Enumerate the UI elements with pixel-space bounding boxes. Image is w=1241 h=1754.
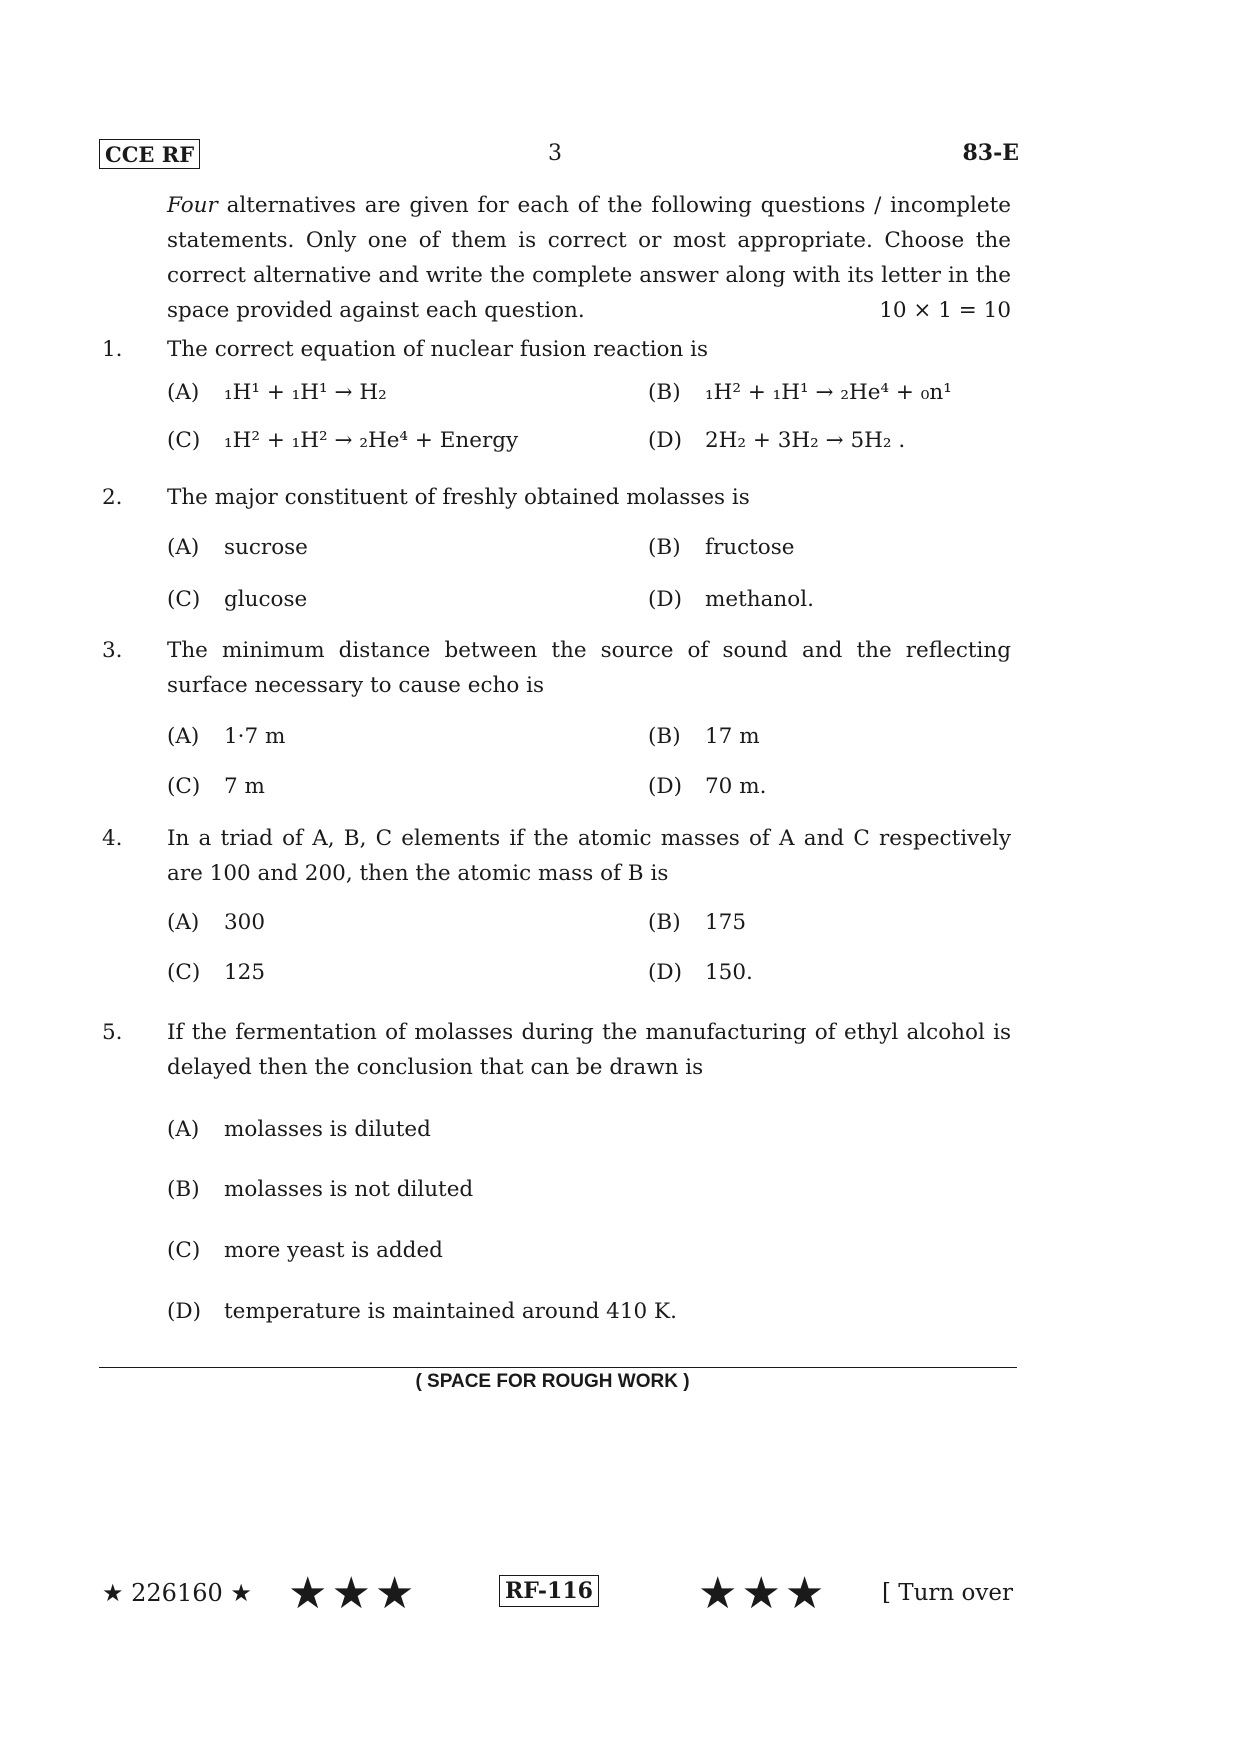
option-text: 1·7 m — [224, 724, 286, 749]
option-3d: (D) 70 m. — [648, 774, 767, 799]
option-text: 300 — [224, 910, 266, 935]
option-4d: (D) 150. — [648, 960, 753, 985]
option-text: 125 — [224, 960, 266, 985]
option-text: 175 — [705, 910, 747, 935]
option-2d: (D) methanol. — [648, 587, 814, 612]
option-3b: (B) 17 m — [648, 724, 760, 749]
question-text: The major constituent of freshly obtained molasses is — [167, 485, 750, 510]
option-text: ₁H² + ₁H¹ → ₂He⁴ + ₀n¹ — [705, 380, 952, 405]
option-text: 17 m — [705, 724, 760, 749]
question-text: If the fermentation of molasses during the manufacturing of ethyl alcohol is delayed then the conclusion that can be drawn is — [167, 1020, 1011, 1080]
option-2b: (B) fructose — [648, 535, 795, 560]
rough-work-label: ( SPACE FOR ROUGH WORK ) — [415, 1371, 690, 1392]
option-text: ₁H² + ₁H² → ₂He⁴ + Energy — [224, 428, 519, 453]
option-text: 7 m — [224, 774, 265, 799]
page-number: 3 — [548, 141, 562, 166]
option-1a: (A) ₁H¹ + ₁H¹ → H₂ — [167, 380, 387, 405]
option-5c: (C) more yeast is added — [167, 1238, 443, 1263]
option-2c: (C) glucose — [167, 587, 308, 612]
option-4b: (B) 175 — [648, 910, 747, 935]
option-3a: (A) 1·7 m — [167, 724, 286, 749]
option-4c: (C) 125 — [167, 960, 266, 985]
marks-allocation: 10 × 1 = 10 — [879, 298, 1011, 323]
option-text: ₁H¹ + ₁H¹ → H₂ — [224, 380, 387, 405]
option-1d: (D) 2H₂ + 3H₂ → 5H₂ . — [648, 428, 906, 453]
option-text: more yeast is added — [224, 1238, 443, 1263]
option-5b: (B) molasses is not diluted — [167, 1177, 474, 1202]
question-number: 3. — [102, 638, 123, 663]
option-4a: (A) 300 — [167, 910, 266, 935]
turn-over-label: [ Turn over — [881, 1580, 1013, 1606]
question-number: 2. — [102, 485, 123, 510]
star-icon-group-right: ★★★ — [698, 1568, 829, 1619]
question-text: The correct equation of nuclear fusion reaction is — [167, 337, 709, 362]
instructions-text: alternatives are given for each of the following questions / incomplete statements. Only one of them is correct or most appropriate. Choose the correct alternative and write the complete answer along with its letter in the space provided against each question. — [167, 193, 1011, 323]
option-text: temperature is maintained around 410 K. — [224, 1299, 677, 1324]
star-icon-group-left: ★★★ — [288, 1568, 419, 1619]
instructions — [167, 188, 1011, 328]
option-text: fructose — [705, 535, 795, 560]
header-series-box: CCE RF — [99, 139, 200, 169]
option-text: molasses is not diluted — [224, 1177, 474, 1202]
question-number: 4. — [102, 826, 123, 851]
option-text: sucrose — [224, 535, 308, 560]
rough-work-divider — [99, 1367, 1017, 1368]
option-text: 150. — [705, 960, 753, 985]
question-text: In a triad of A, B, C elements if the atomic masses of A and C respectively are 100 and 200, then the atomic mass of B is — [167, 826, 1011, 886]
question-number: 5. — [102, 1020, 123, 1045]
question-number: 1. — [102, 337, 123, 362]
option-1c: (C) ₁H² + ₁H² → ₂He⁴ + Energy — [167, 428, 519, 453]
serial-number: ★ 226160 ★ — [102, 1579, 252, 1607]
option-text: molasses is diluted — [224, 1117, 431, 1142]
paper-code: 83-E — [962, 140, 1019, 166]
option-2a: (A) sucrose — [167, 535, 308, 560]
option-1b: (B) ₁H² + ₁H¹ → ₂He⁴ + ₀n¹ — [648, 380, 952, 405]
option-text: glucose — [224, 587, 308, 612]
instructions-emphasis: Four — [167, 193, 218, 218]
option-text: 70 m. — [705, 774, 767, 799]
footer-code-box: RF-116 — [499, 1575, 599, 1607]
option-text: methanol. — [705, 587, 814, 612]
option-3c: (C) 7 m — [167, 774, 265, 799]
question-text: The minimum distance between the source of sound and the reflecting surface necessary to cause echo is — [167, 638, 1011, 698]
option-text: 2H₂ + 3H₂ → 5H₂ . — [705, 428, 906, 453]
option-5a: (A) molasses is diluted — [167, 1117, 431, 1142]
option-5d: (D) temperature is maintained around 410 K. — [167, 1299, 677, 1324]
